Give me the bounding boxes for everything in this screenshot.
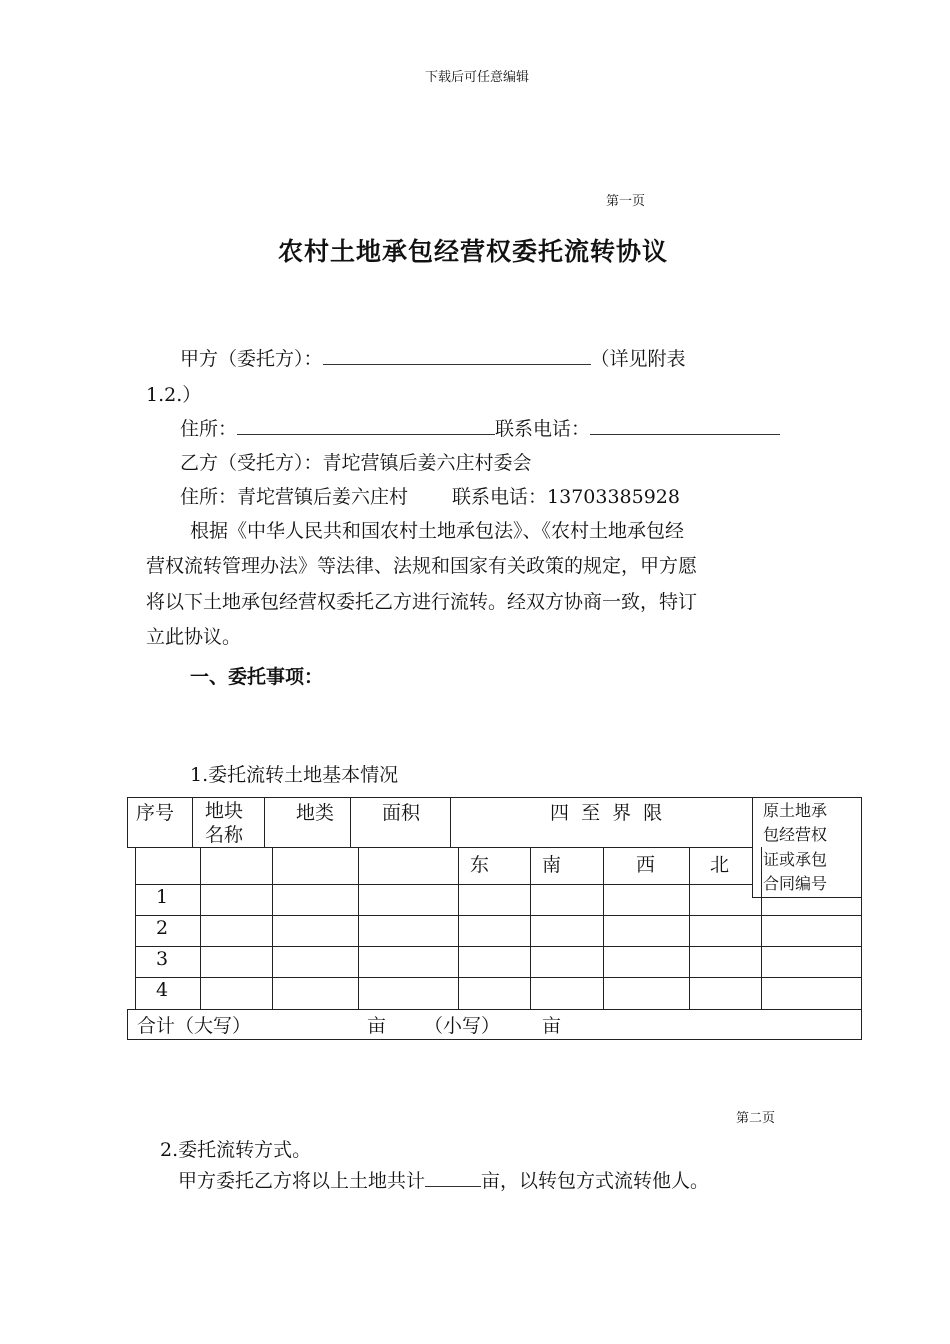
th-area: 面积: [382, 802, 421, 824]
th-west: 西: [636, 854, 656, 876]
th-east: 东: [470, 854, 490, 876]
paragraph-line-1: 根据《中华人民共和国农村土地承包法》、《农村土地承包经: [190, 520, 685, 542]
address-a-blank[interactable]: [237, 414, 495, 435]
paragraph-line-4: 立此协议。: [146, 626, 242, 648]
th-south: 南: [542, 854, 562, 876]
th-boundary: 四 至 界 限: [550, 802, 663, 824]
party-a-blank[interactable]: [323, 344, 591, 365]
address-a-line: [180, 412, 780, 446]
th-cert-2: 包经营权: [763, 825, 828, 844]
party-a-note-cont: 1.2.）: [146, 384, 202, 406]
th-plot-name-2: 名称: [205, 824, 244, 846]
address-b-line: [180, 480, 680, 514]
paragraph-line-3: 将以下土地承包经营权委托乙方进行流转。经双方协商一致，特订: [146, 591, 698, 613]
table-row-1-seq: 1: [156, 886, 169, 908]
party-a-line: [180, 342, 686, 376]
document-title: 农村土地承包经营权委托流转协议: [278, 237, 669, 266]
transfer-area-blank[interactable]: [425, 1166, 481, 1187]
subsection-heading-2: 2.委托流转方式。: [160, 1139, 312, 1161]
paragraph-line-2: 营权流转管理办法》等法律、法规和国家有关政策的规定，甲方愿: [146, 555, 698, 577]
address-b-label: 住所：青坨营镇后姜六庄村: [180, 486, 409, 508]
section-heading-1: 一、委托事项：: [190, 666, 324, 688]
total-mu-1: 亩: [367, 1015, 387, 1037]
subsection-heading-1: 1.委托流转土地基本情况: [190, 764, 399, 786]
table-row-4-seq: 4: [156, 979, 169, 1001]
page-label-2: 第二页: [736, 1111, 776, 1126]
phone-a-blank[interactable]: [590, 414, 780, 435]
th-land-type: 地类: [296, 802, 335, 824]
total-small: （小写）: [424, 1015, 501, 1037]
party-a-note: （详见附表: [590, 348, 686, 370]
th-seq: 序号: [136, 802, 175, 824]
table-row-2-seq: 2: [156, 917, 169, 939]
header-note: 下载后可任意编辑: [425, 70, 530, 85]
transfer-line: [178, 1164, 709, 1198]
transfer-text-pre: 甲方委托乙方将以上土地共计: [178, 1170, 426, 1192]
transfer-text-post: 亩，以转包方式流转他人。: [481, 1170, 710, 1192]
table-row-3-seq: 3: [156, 948, 169, 970]
party-a-label: 甲方（委托方）：: [180, 348, 323, 370]
phone-a-label: 联系电话：: [495, 418, 591, 440]
page-label-1: 第一页: [606, 194, 646, 209]
th-cert-3: 证或承包: [763, 850, 828, 869]
th-cert-4: 合同编号: [763, 874, 828, 893]
th-plot-name-1: 地块: [205, 800, 244, 822]
total-label: 合计（大写）: [137, 1015, 252, 1037]
total-mu-2: 亩: [542, 1015, 562, 1037]
phone-b: 联系电话：13703385928: [452, 486, 680, 508]
party-b-line: 乙方（受托方）：青坨营镇后姜六庄村委会: [180, 452, 532, 474]
th-cert-1: 原土地承: [763, 801, 828, 820]
address-a-label: 住所：: [180, 418, 238, 440]
th-north: 北: [710, 854, 730, 876]
